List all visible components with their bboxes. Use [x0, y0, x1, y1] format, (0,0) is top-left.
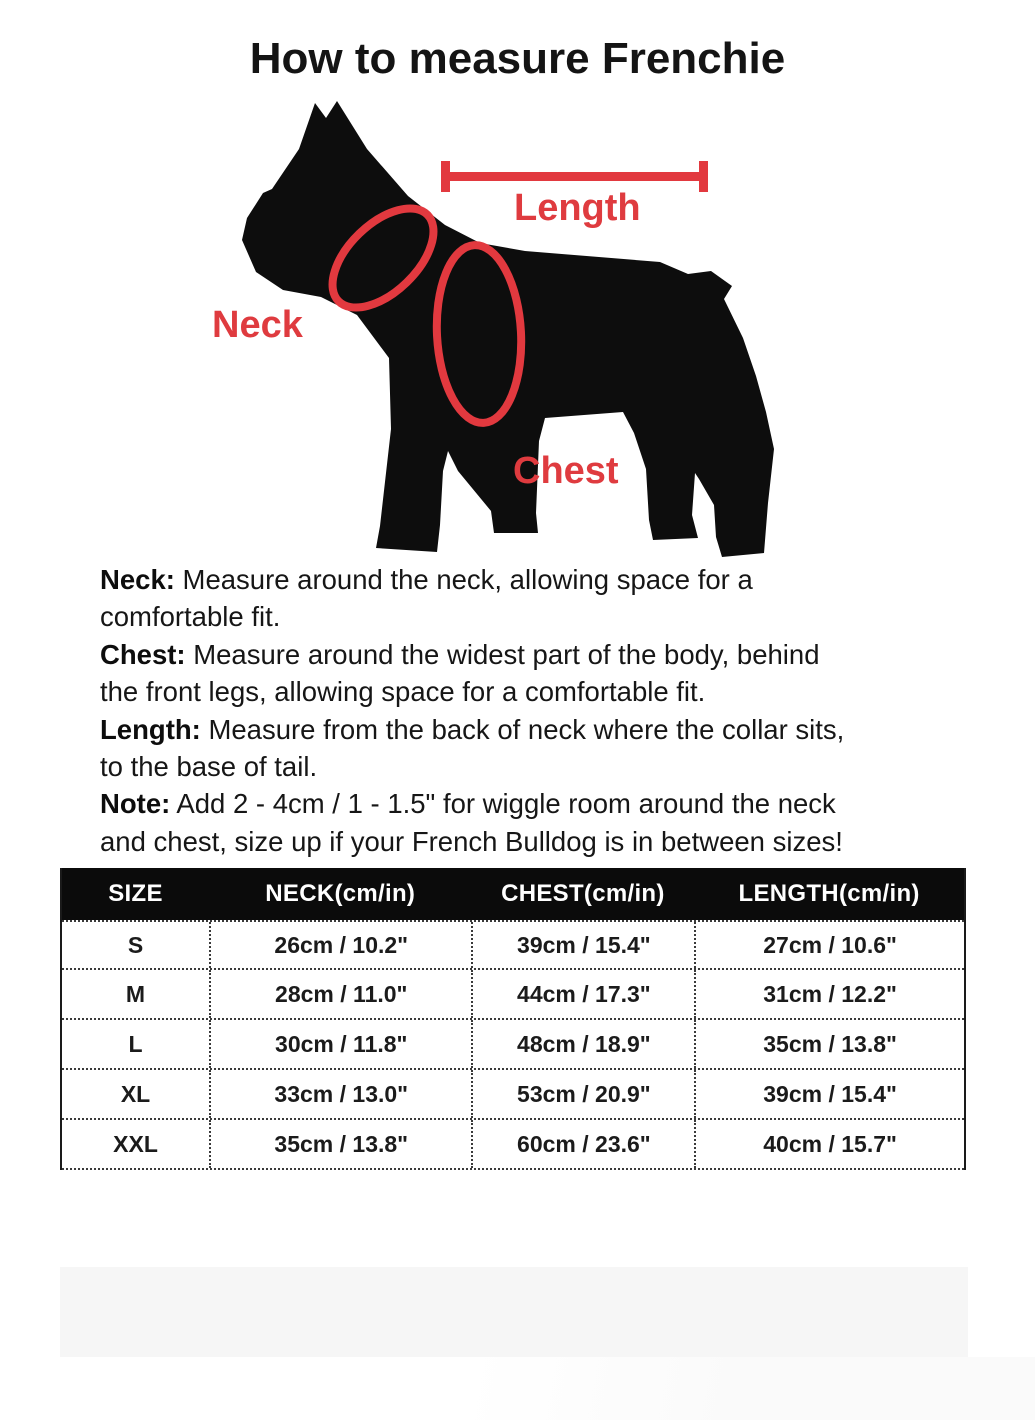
- table-row: [62, 1020, 964, 1070]
- table-cell: 60cm / 23.6": [471, 1120, 694, 1168]
- table-cell: XL: [120, 1080, 151, 1107]
- instruction-line: Neck: Measure around the neck, allowing space for a: [100, 564, 753, 595]
- length-bar-right-tick: [699, 161, 708, 192]
- length-label: Length: [514, 187, 641, 229]
- instruction-term: Chest:: [100, 638, 186, 670]
- measuring-instructions: [100, 561, 980, 860]
- size-table: [60, 868, 966, 1170]
- instruction-line: Length: Measure from the back of neck where the collar sits,: [100, 713, 845, 745]
- instruction-line: and chest, size up if your French Bulldog is in between sizes!: [100, 825, 843, 857]
- table-cell: 30cm / 11.8": [209, 1020, 471, 1068]
- table-cell: 39cm / 15.4": [471, 922, 694, 968]
- page-title: How to measure Frenchie: [249, 34, 786, 83]
- dog-silhouette: [242, 101, 774, 557]
- table-cell: XXL: [113, 1130, 158, 1157]
- table-row: [62, 1120, 964, 1170]
- bottom-gray-panel: [60, 1267, 968, 1357]
- table-cell: 26cm / 10.2": [209, 922, 471, 968]
- instruction-line: Chest: Measure around the widest part of the body, behind: [100, 638, 820, 670]
- chest-label: Chest: [513, 450, 619, 492]
- table-cell: L: [128, 1030, 143, 1057]
- bottom-fade-shade: [0, 1357, 1035, 1420]
- table-row: [62, 920, 964, 970]
- frenchie-diagram-svg: [240, 85, 800, 565]
- table-cell: 39cm / 15.4": [694, 1070, 964, 1118]
- instruction-line: the front legs, allowing space for a comfortable fit.: [100, 676, 706, 708]
- table-row: [62, 970, 964, 1020]
- table-cell: 48cm / 18.9": [471, 1020, 694, 1068]
- table-cell: 40cm / 15.7": [694, 1120, 964, 1168]
- table-cell: 35cm / 13.8": [209, 1120, 471, 1168]
- frenchie-measure-diagram: [240, 85, 800, 565]
- table-header-cell: CHEST(cm/in): [501, 880, 665, 907]
- table-cell: 33cm / 13.0": [209, 1070, 471, 1118]
- table-row: [62, 1070, 964, 1120]
- instruction-line: to the base of tail.: [100, 751, 318, 783]
- length-measure-bar: [445, 172, 708, 181]
- table-cell: 53cm / 20.9": [471, 1070, 694, 1118]
- table-header-cell: LENGTH(cm/in): [738, 880, 920, 907]
- table-cell: S: [127, 931, 144, 958]
- table-cell: 27cm / 10.6": [694, 922, 964, 968]
- table-header-cell: NECK(cm/in): [265, 880, 416, 907]
- table-cell: 28cm / 11.0": [209, 970, 471, 1018]
- instruction-term: Note:: [100, 788, 171, 820]
- length-bar-left-tick: [441, 161, 450, 192]
- instruction-term: Neck:: [100, 564, 175, 595]
- instruction-line: comfortable fit.: [100, 601, 281, 633]
- instruction-line: Note: Add 2 - 4cm / 1 - 1.5" for wiggle room around the neck: [100, 788, 836, 820]
- table-cell: M: [125, 980, 146, 1007]
- table-cell: 31cm / 12.2": [694, 970, 964, 1018]
- size-table-header-row: [62, 868, 964, 920]
- neck-label: Neck: [212, 304, 303, 346]
- table-header-cell: SIZE: [108, 880, 163, 907]
- instruction-term: Length:: [100, 713, 201, 745]
- table-cell: 44cm / 17.3": [471, 970, 694, 1018]
- table-cell: 35cm / 13.8": [694, 1020, 964, 1068]
